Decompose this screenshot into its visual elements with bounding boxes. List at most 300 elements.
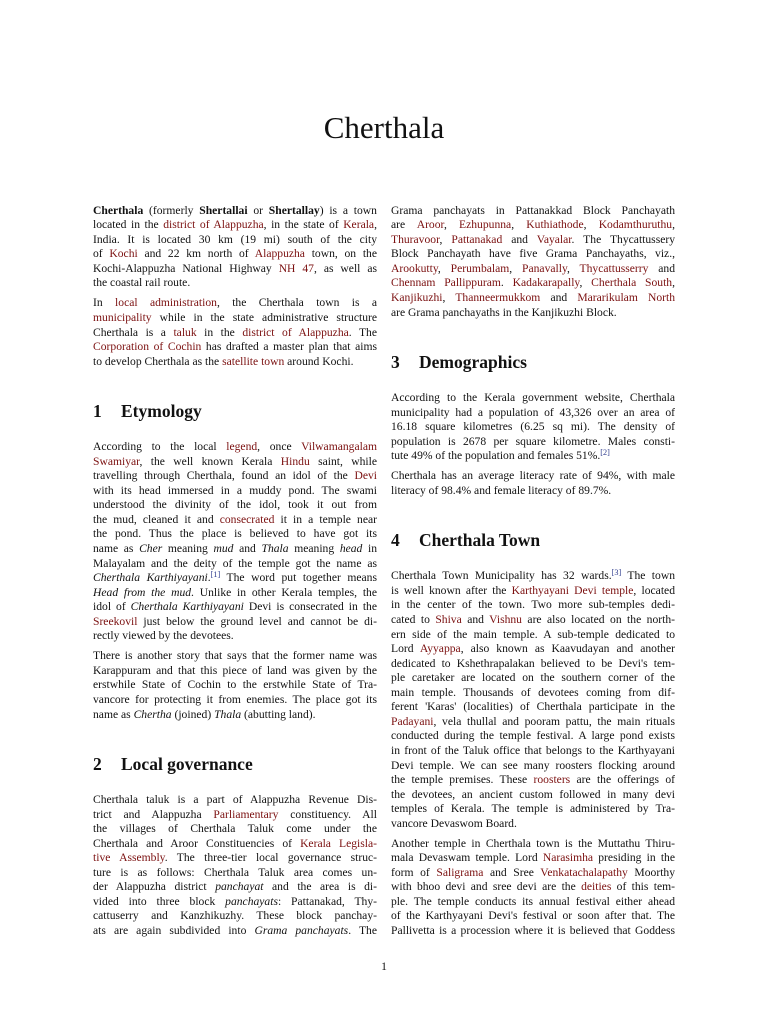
link-sreekovil[interactable]: Sreekovil (93, 614, 138, 628)
citation-ref[interactable]: [1] (210, 570, 221, 580)
text-run: (abutting land). (241, 707, 316, 721)
paragraph (93, 649, 377, 722)
link-panavally[interactable]: Panavally (522, 261, 567, 275)
text-line (391, 484, 675, 499)
section-heading-cherthala-town (391, 530, 675, 550)
text-run: constituency. All (278, 807, 377, 821)
text-line (391, 628, 675, 643)
link-arookutty[interactable]: Arookutty (391, 261, 438, 275)
text-run: idol of (93, 600, 131, 614)
link-kochi[interactable]: Kochi (109, 247, 138, 261)
text-line (391, 420, 675, 435)
text-run: town, on the (304, 247, 377, 261)
italic-text: Head from the mud (93, 585, 192, 599)
text-run: Lord (391, 642, 420, 656)
link-municipality[interactable]: municipality (93, 311, 152, 325)
text-run: der Alappuzha district (93, 880, 216, 894)
text-run: Block Panchayath have five Grama Panchayaths, viz., (391, 247, 675, 261)
text-line (391, 391, 675, 406)
text-line (391, 700, 675, 715)
text-run: India. It is located 30 km (19 mi) south of the city (93, 232, 377, 246)
link-ezhupunna[interactable]: Ezhupunna (459, 218, 512, 232)
text-run: presiding in the (593, 851, 675, 865)
text-line (391, 866, 675, 881)
text-run: tute 49% of the population and females 51%. (391, 449, 601, 463)
link-mararikulam-north[interactable]: Mararikulam North (577, 290, 675, 304)
link-swamiyar[interactable]: Swamiyar (93, 454, 140, 468)
link-roosters[interactable]: roosters (533, 773, 571, 787)
text-run: Cherthala and Aroor Constituencies of (93, 836, 301, 850)
link-district-of-alappuzha[interactable]: district of Alappuzha (163, 218, 264, 232)
link-ayyappa[interactable]: Ayyappa (419, 642, 461, 656)
link-tive-assembly[interactable]: tive Assembly (93, 851, 165, 865)
text-line (391, 584, 675, 599)
text-run: and (648, 261, 676, 275)
italic-text: Cher (139, 542, 163, 556)
bold-term: Shertallai (199, 203, 248, 217)
link-perumbalam[interactable]: Perumbalam (450, 261, 510, 275)
text-line (391, 449, 675, 464)
text-run: are the offerings of (570, 773, 675, 787)
link-nh-47[interactable]: NH 47 (278, 261, 314, 275)
text-run: ) is a town (319, 203, 377, 217)
text-run: mala Devaswam temple. Lord (391, 851, 543, 865)
text-run: and (233, 542, 262, 556)
text-run: In (93, 296, 116, 310)
text-run: of the Karthyayani Devi's festival or soon after that. The (391, 909, 675, 923)
link-chennam-pallippuram[interactable]: Chennam Pallippuram (391, 276, 501, 290)
bold-term: Shertallay (268, 203, 320, 217)
text-run: the coastal rail route. (93, 276, 191, 290)
text-run: to develop Cherthala as the (93, 354, 223, 368)
text-line (93, 880, 377, 895)
text-run: cated to (391, 613, 436, 627)
text-run: , the Cherthala town is a (216, 296, 378, 310)
text-run: , (567, 261, 580, 275)
text-line (93, 866, 377, 881)
text-line (93, 218, 377, 233)
text-run: conducted during the temple festival. A large pond exists (391, 729, 675, 743)
link-narasimha[interactable]: Narasimha (542, 851, 594, 865)
text-line (391, 218, 675, 233)
text-line (391, 406, 675, 421)
text-run: form of (391, 865, 437, 879)
section-title: Etymology (121, 401, 202, 422)
text-run: Devi temple. We can see many roosters flocking around (391, 758, 675, 772)
link-thycattusserry[interactable]: Thycattusserry (579, 261, 649, 275)
bold-term: Cherthala (93, 203, 144, 217)
text-run: the pond. Thus the place is believed to have got its (93, 527, 377, 541)
section-heading-etymology (93, 401, 377, 421)
text-line (391, 880, 675, 895)
text-line (391, 895, 675, 910)
text-run: . The Thycattussery (571, 232, 676, 246)
text-line (93, 557, 377, 572)
text-run: saint, while (309, 454, 377, 468)
text-run: ple caretaker are located on the southern corner of the (391, 671, 675, 685)
text-run: municipality had a population of 43,326 over an area of (391, 405, 675, 419)
text-run: cattuserry and Kanzhikuzhy. These block panchay- (93, 909, 377, 923)
page-number: 1 (381, 960, 387, 973)
text-line (391, 729, 675, 744)
link-cherthala-south[interactable]: Cherthala South (591, 276, 673, 290)
text-run: , also known as Kaavudayan and another (460, 642, 675, 656)
paragraph (391, 204, 675, 320)
text-line (391, 657, 675, 672)
text-run: meaning (162, 542, 214, 556)
text-line (93, 837, 377, 852)
text-run: in front of the Taluk office that belongs to the Karthyayani (391, 743, 675, 757)
text-run: main temple. Thousands of devotees coming from dif- (391, 685, 675, 699)
text-run: dedicated to Kshethrapalakan believed to be Devi's tem- (391, 656, 675, 670)
text-line (391, 715, 675, 730)
section-heading-local-governance (93, 754, 377, 774)
text-line (391, 909, 675, 924)
text-line (391, 469, 675, 484)
text-line (391, 435, 675, 450)
link-alappuzha[interactable]: Alappuzha (254, 247, 305, 261)
text-run: Karappuram and that this piece of land was given by the (93, 663, 377, 677)
text-run: According to the local (93, 440, 227, 454)
text-line (93, 664, 377, 679)
text-line (93, 326, 377, 341)
text-run: understood the divinity of the idol, took it out from (93, 498, 377, 512)
text-run: : Pattanakad, Thy- (277, 894, 377, 908)
text-line (391, 204, 675, 219)
text-run: travelling through Cherthala, found an idol of the (93, 469, 355, 483)
text-line (391, 306, 675, 321)
text-run: of this tem- (611, 880, 675, 894)
text-run: of (93, 247, 110, 261)
text-run: with bhoo devi and sree devi are the (391, 880, 582, 894)
text-line (391, 642, 675, 657)
text-run: temples of Kerala. The temple is administered by Tra- (391, 802, 675, 816)
text-run: Cherthala is a (93, 325, 174, 339)
text-line (391, 598, 675, 613)
text-line (93, 542, 377, 557)
text-run: , vela thullal and pooram pattu, the main rituals (433, 714, 675, 728)
text-run: , (439, 232, 452, 246)
text-run: in the center of the town. Two more sub-temples dedi- (391, 598, 675, 612)
link-kanjikuzhi[interactable]: Kanjikuzhi (391, 290, 443, 304)
text-line (391, 837, 675, 852)
text-line (93, 793, 377, 808)
page-title: Cherthala (323, 110, 445, 145)
text-line (93, 924, 377, 939)
link-deities[interactable]: deities (581, 880, 612, 894)
text-run: name as (93, 542, 140, 556)
text-run: Grama panchayats in Pattanakkad Block Panchayath (391, 203, 675, 217)
link-kerala[interactable]: Kerala (343, 218, 375, 232)
text-run: Devi is consecrated in the (243, 600, 377, 614)
text-line (93, 276, 377, 291)
text-run: . The (348, 924, 377, 938)
link-kuthiathode[interactable]: Kuthiathode (526, 218, 584, 232)
text-run: and 22 km north of (137, 247, 255, 261)
right-column (391, 204, 675, 939)
text-line (93, 629, 377, 644)
citation-ref[interactable]: [3] (611, 568, 622, 578)
text-run: the temple premises. These (391, 773, 534, 787)
text-line (391, 291, 675, 306)
text-run: rectly viewed by the devotees. (93, 629, 234, 643)
link-shiva[interactable]: Shiva (435, 613, 462, 627)
italic-text: Chertha (133, 707, 172, 721)
text-run: vancore for protecting it from enemies. The place got its (93, 693, 377, 706)
text-line (391, 613, 675, 628)
text-line (391, 686, 675, 701)
text-run: , (437, 261, 451, 275)
text-line (93, 600, 377, 615)
text-run: , (579, 276, 592, 290)
text-line (93, 247, 377, 262)
text-run: Cherthala taluk is a part of Alappuzha Revenue Dis- (93, 793, 377, 807)
italic-text: panchayats (225, 894, 278, 908)
text-line (391, 788, 675, 803)
text-run: ture is as follows: Cherthala Taluk area comes un- (93, 865, 377, 879)
link-legend[interactable]: legend (226, 440, 258, 454)
text-line (93, 586, 377, 601)
text-line (93, 693, 377, 708)
text-run: , once (257, 440, 302, 454)
text-run: trict and Alappuzha (93, 807, 214, 821)
section-title: Local governance (121, 754, 253, 775)
text-run: The word put together means (220, 571, 377, 585)
text-line (391, 262, 675, 277)
text-line (391, 276, 675, 291)
text-line (93, 355, 377, 370)
citation-ref[interactable]: [2] (600, 448, 610, 458)
text-run: or (247, 203, 269, 217)
text-line (391, 924, 675, 939)
text-line (93, 851, 377, 866)
link-karthyayani-devi-temple[interactable]: Karthyayani Devi temple (511, 583, 634, 597)
text-run: and (461, 613, 490, 627)
italic-text: panchayat (215, 880, 264, 894)
paragraph (93, 793, 377, 938)
text-run: . (500, 276, 513, 290)
section-number: 2 (93, 754, 102, 775)
paragraph (93, 440, 377, 644)
text-line (391, 773, 675, 788)
text-run: (joined) (171, 707, 215, 721)
link-vishnu[interactable]: Vishnu (489, 613, 522, 627)
text-run: 16.18 square kilometres (6.25 sq mi). The density of (391, 420, 675, 434)
text-run: just below the ground level and cannot be di- (137, 614, 377, 628)
text-run: in (362, 542, 378, 556)
italic-text: head (339, 542, 363, 556)
link-venkatachalapathy[interactable]: Venkatachalapathy (540, 865, 628, 879)
text-run: are also located on the north- (521, 613, 675, 627)
link-padayani[interactable]: Padayani (391, 714, 434, 728)
text-run: , (509, 261, 523, 275)
text-run: name as (93, 707, 134, 721)
section-title: Cherthala Town (419, 530, 541, 551)
section-number: 1 (93, 401, 102, 422)
text-run: the mud, cleaned it and (93, 512, 220, 526)
link-consecrated[interactable]: consecrated (219, 512, 275, 526)
link-district-of-alappuzha[interactable]: district of Alappuzha (242, 325, 349, 339)
text-run: , (511, 218, 527, 232)
text-run: ern side of the main temple. A sub-temple dedicated to (391, 627, 675, 641)
text-run: , (443, 218, 460, 232)
text-run: , the well known Kerala (139, 454, 281, 468)
text-line (93, 204, 377, 219)
text-line (93, 708, 377, 723)
text-line (93, 527, 377, 542)
text-run: , (672, 218, 676, 232)
text-run: the devotees, an ancient custom followed in many devi (391, 787, 675, 801)
section-number: 3 (391, 352, 400, 373)
text-line (93, 571, 377, 586)
link-aroor[interactable]: Aroor (416, 218, 444, 232)
link-pattanakad[interactable]: Pattanakad (451, 232, 503, 246)
text-line (391, 247, 675, 262)
paragraph (93, 204, 377, 291)
text-line (93, 311, 377, 326)
text-run: Cherthala has an average literacy rate of 94%, with male (391, 469, 675, 483)
text-run: According to the Kerala government website, Cherthala (391, 391, 675, 405)
link-kerala-legisla[interactable]: Kerala Legisla- (300, 836, 377, 850)
text-run: Moorthy (627, 865, 676, 879)
link-corporation-of-cochin[interactable]: Corporation of Cochin (93, 340, 202, 354)
text-line (93, 678, 377, 693)
text-run: and Sree (483, 865, 541, 879)
text-run: are Grama panchayaths in the Kanjikuzhi Block. (391, 305, 617, 319)
text-run: and (502, 232, 537, 246)
text-run: ple. The temple conducts its annual festival either ahead (391, 894, 675, 908)
text-line (391, 233, 675, 248)
link-kadakarapally[interactable]: Kadakarapally (512, 276, 580, 290)
link-satellite-town[interactable]: satellite town (222, 354, 285, 368)
italic-text: Cherthala Karthiyayani (130, 600, 244, 614)
text-line (93, 440, 377, 455)
section-heading-demographics (391, 352, 675, 372)
text-line (93, 233, 377, 248)
text-run: in the (196, 325, 243, 339)
text-run: (formerly (143, 203, 200, 217)
text-run: and the area is di- (263, 880, 377, 894)
text-run: , (374, 218, 377, 232)
text-run: is well known after the (391, 583, 512, 597)
text-run: . The (348, 325, 377, 339)
text-line (93, 513, 377, 528)
text-run: and (540, 290, 578, 304)
link-saligrama[interactable]: Saligrama (436, 865, 484, 879)
text-run: the villages of Cherthala Taluk come under the (93, 822, 377, 836)
text-run: , located (633, 583, 675, 597)
left-column (93, 204, 377, 939)
text-run: There is another story that says that the former name was (93, 649, 377, 663)
text-run: ats are again subdivided into (93, 924, 255, 938)
text-line (93, 649, 377, 664)
text-run: population is 2678 per square kilometre. Males consti- (391, 434, 675, 448)
text-run: , (442, 290, 456, 304)
text-run: . Unlike in other Kerala temples, the (191, 585, 377, 599)
text-run: , in the state of (263, 218, 344, 232)
text-line (93, 262, 377, 277)
text-line (391, 851, 675, 866)
text-line (93, 909, 377, 924)
link-kodamthuruthu[interactable]: Kodamthuruthu (598, 218, 673, 232)
link-vilwamangalam[interactable]: Vilwamangalam (301, 440, 377, 454)
paragraph (391, 469, 675, 498)
text-line (93, 455, 377, 470)
paragraph (391, 569, 675, 831)
text-line (93, 296, 377, 311)
text-line (391, 744, 675, 759)
text-run: has drafted a master plan that aims (201, 340, 377, 354)
link-vayalar[interactable]: Vayalar (536, 232, 572, 246)
text-run: , (672, 276, 676, 290)
text-run: located in the (93, 218, 164, 232)
link-taluk[interactable]: taluk (173, 325, 197, 339)
paragraph (93, 296, 377, 369)
paragraph (391, 837, 675, 939)
text-line (391, 817, 675, 832)
text-line (93, 498, 377, 513)
text-run: The town (621, 569, 675, 583)
text-run: vided into three block (93, 894, 226, 908)
text-line (93, 615, 377, 630)
text-run: , (583, 218, 599, 232)
text-line (391, 802, 675, 817)
text-run: erstwhile State of Cochin to the erstwhile State of Tra- (93, 678, 377, 692)
text-run: meaning (288, 542, 340, 556)
text-line (391, 759, 675, 774)
text-line (93, 822, 377, 837)
italic-text: Cherthala Karthiyayani (93, 571, 208, 585)
text-run: . (207, 571, 211, 585)
text-line (93, 895, 377, 910)
italic-text: Thala (214, 707, 242, 721)
text-line (391, 569, 675, 584)
text-run: ferent 'Karas' (localities) of Cherthala participate in the (391, 700, 675, 714)
text-run: Cherthala Town Municipality has 32 wards. (391, 569, 612, 583)
link-local-administration[interactable]: local administration (115, 296, 217, 310)
text-run: . The three-tier local governance struc- (164, 851, 378, 865)
link-devi[interactable]: Devi (354, 469, 377, 483)
italic-text: mud (213, 542, 234, 556)
text-run: Another temple in Cherthala town is the Muttathu Thiru- (391, 836, 675, 850)
text-line (93, 469, 377, 484)
text-line (93, 484, 377, 499)
paragraph (391, 391, 675, 464)
italic-text: Thala (261, 542, 289, 556)
text-line (93, 340, 377, 355)
section-title: Demographics (419, 352, 527, 373)
text-run: Malayalam and the deity of the temple got the name as (93, 556, 377, 570)
text-run: Kochi-Alappuzha National Highway (93, 261, 279, 275)
text-run: Pallivetta is a procession where it is believed that Goddess (391, 924, 675, 938)
text-run: are (391, 218, 417, 232)
text-line (391, 671, 675, 686)
text-run: , as well as (313, 261, 377, 275)
text-run: while in the state administrative structure (151, 311, 377, 325)
text-run: with its head immersed in a muddy pond. The swami (93, 483, 377, 497)
italic-text: Grama panchayats (254, 924, 349, 938)
link-thuravoor[interactable]: Thuravoor (391, 232, 440, 246)
text-run: around Kochi. (284, 354, 354, 368)
text-line (93, 808, 377, 823)
section-number: 4 (391, 530, 400, 551)
link-hindu[interactable]: Hindu (280, 454, 310, 468)
link-thanneermukkom[interactable]: Thanneermukkom (455, 290, 541, 304)
text-run: vancore Devaswom Board. (391, 816, 517, 830)
link-parliamentary[interactable]: Parliamentary (213, 807, 279, 821)
text-run: it in a temple near (274, 512, 377, 526)
text-run: literacy of 98.4% and female literacy of 89.7%. (391, 483, 612, 497)
